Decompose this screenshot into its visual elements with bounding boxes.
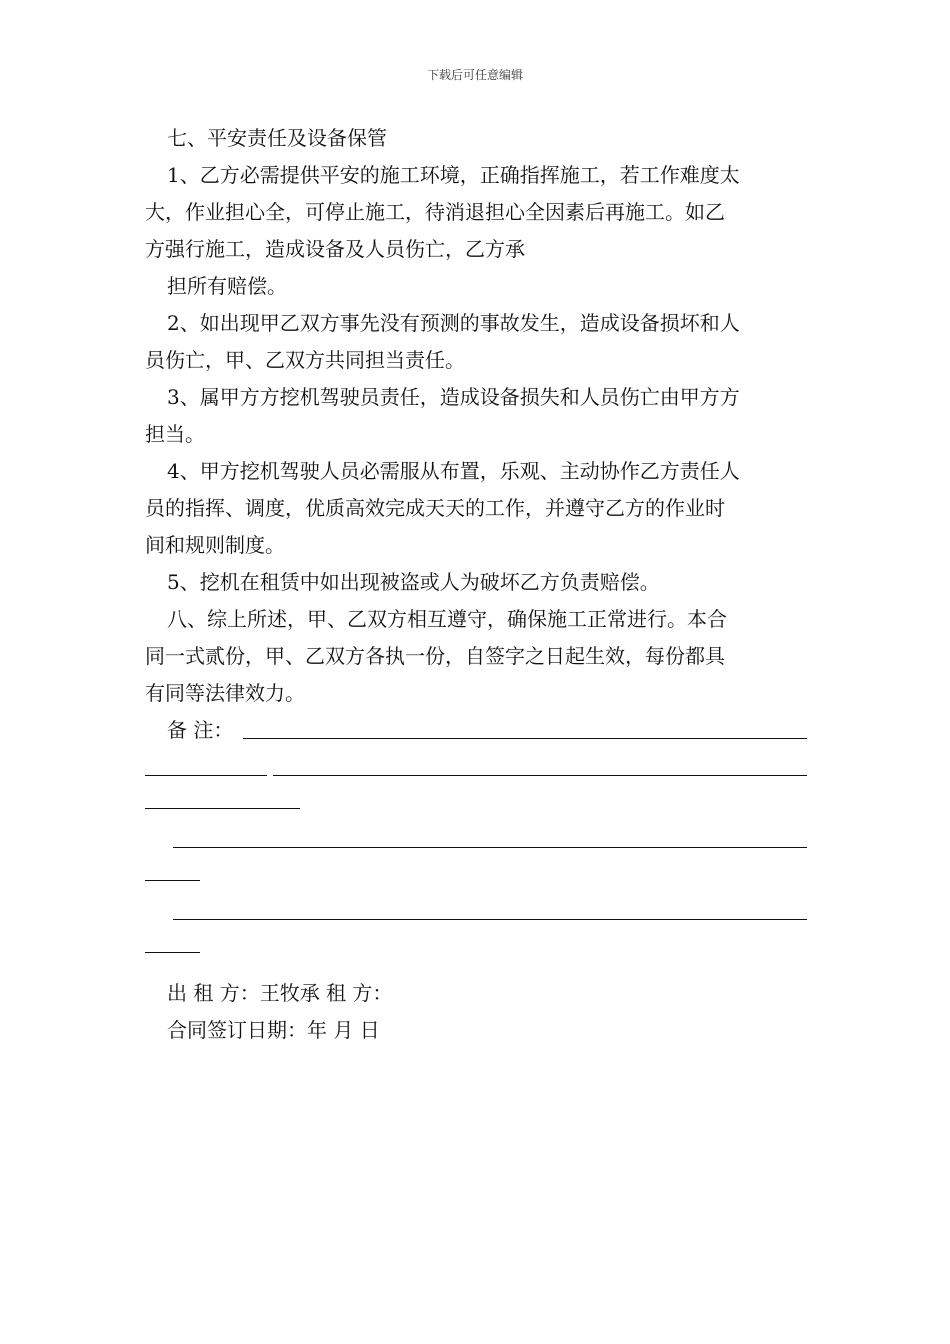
item-1-line-3: 方强行施工，造成设备及人员伤亡，乙方承 <box>145 237 525 261</box>
remarks-row-3 <box>145 786 807 823</box>
section-7-title: 七、平安责任及设备保管 <box>167 126 387 150</box>
item-4-line-1: 4、甲方挖机驾驶人员必需服从布置，乐观、主动协作乙方责任人 <box>167 459 740 483</box>
item-5-line-1: 5、挖机在租赁中如出现被盗或人为破坏乙方负责赔偿。 <box>167 570 660 594</box>
remarks-underline <box>273 775 807 776</box>
remarks-underline <box>243 738 807 739</box>
remarks-label: 备 注： <box>167 718 234 742</box>
remarks-underline <box>145 775 267 776</box>
remarks-row <box>145 712 807 749</box>
section-8-line-1: 八、综上所述，甲、乙双方相互遵守，确保施工正常进行。本合 <box>167 607 727 631</box>
item-4-line-2: 员的指挥、调度，优质高效完成天天的工作，并遵守乙方的作业时 <box>145 496 725 520</box>
remarks-underline <box>173 847 807 848</box>
signing-date: 合同签订日期：年 月 日 <box>167 1018 380 1042</box>
contract-body <box>145 120 807 1049</box>
remarks-row-4 <box>145 823 807 860</box>
remarks-row-5 <box>145 860 807 897</box>
section-8-line-3: 有同等法律效力。 <box>145 681 305 705</box>
remarks-underline <box>145 880 200 881</box>
remarks-underline <box>145 952 200 953</box>
item-2-line-1: 2、如出现甲乙双方事先没有预测的事故发生，造成设备损坏和人 <box>167 311 740 335</box>
item-1-line-1: 1、乙方必需提供平安的施工环境，正确指挥施工，若工作难度太 <box>167 163 740 187</box>
page-header-note: 下载后可任意编辑 <box>426 68 523 82</box>
remarks-underline <box>173 919 807 920</box>
item-1-line-2: 大，作业担心全，可停止施工，待消退担心全因素后再施工。如乙 <box>145 200 725 224</box>
remarks-underline <box>145 808 300 809</box>
remarks-row-6 <box>145 897 807 934</box>
item-4-line-3: 间和规则制度。 <box>145 533 285 557</box>
section-8-line-2: 同一式贰份，甲、乙双方各执一份，自签字之日起生效，每份都具 <box>145 644 725 668</box>
item-3-line-2: 担当。 <box>145 422 205 446</box>
signature-parties: 出 租 方：王牧承 租 方： <box>167 981 393 1005</box>
item-2-line-2: 员伤亡，甲、乙双方共同担当责任。 <box>145 348 465 372</box>
remarks-row-7 <box>145 934 807 971</box>
item-1-line-4: 担所有赔偿。 <box>167 274 287 298</box>
item-3-line-1: 3、属甲方方挖机驾驶员责任，造成设备损失和人员伤亡由甲方方 <box>167 385 740 409</box>
remarks-row-2 <box>145 749 807 786</box>
